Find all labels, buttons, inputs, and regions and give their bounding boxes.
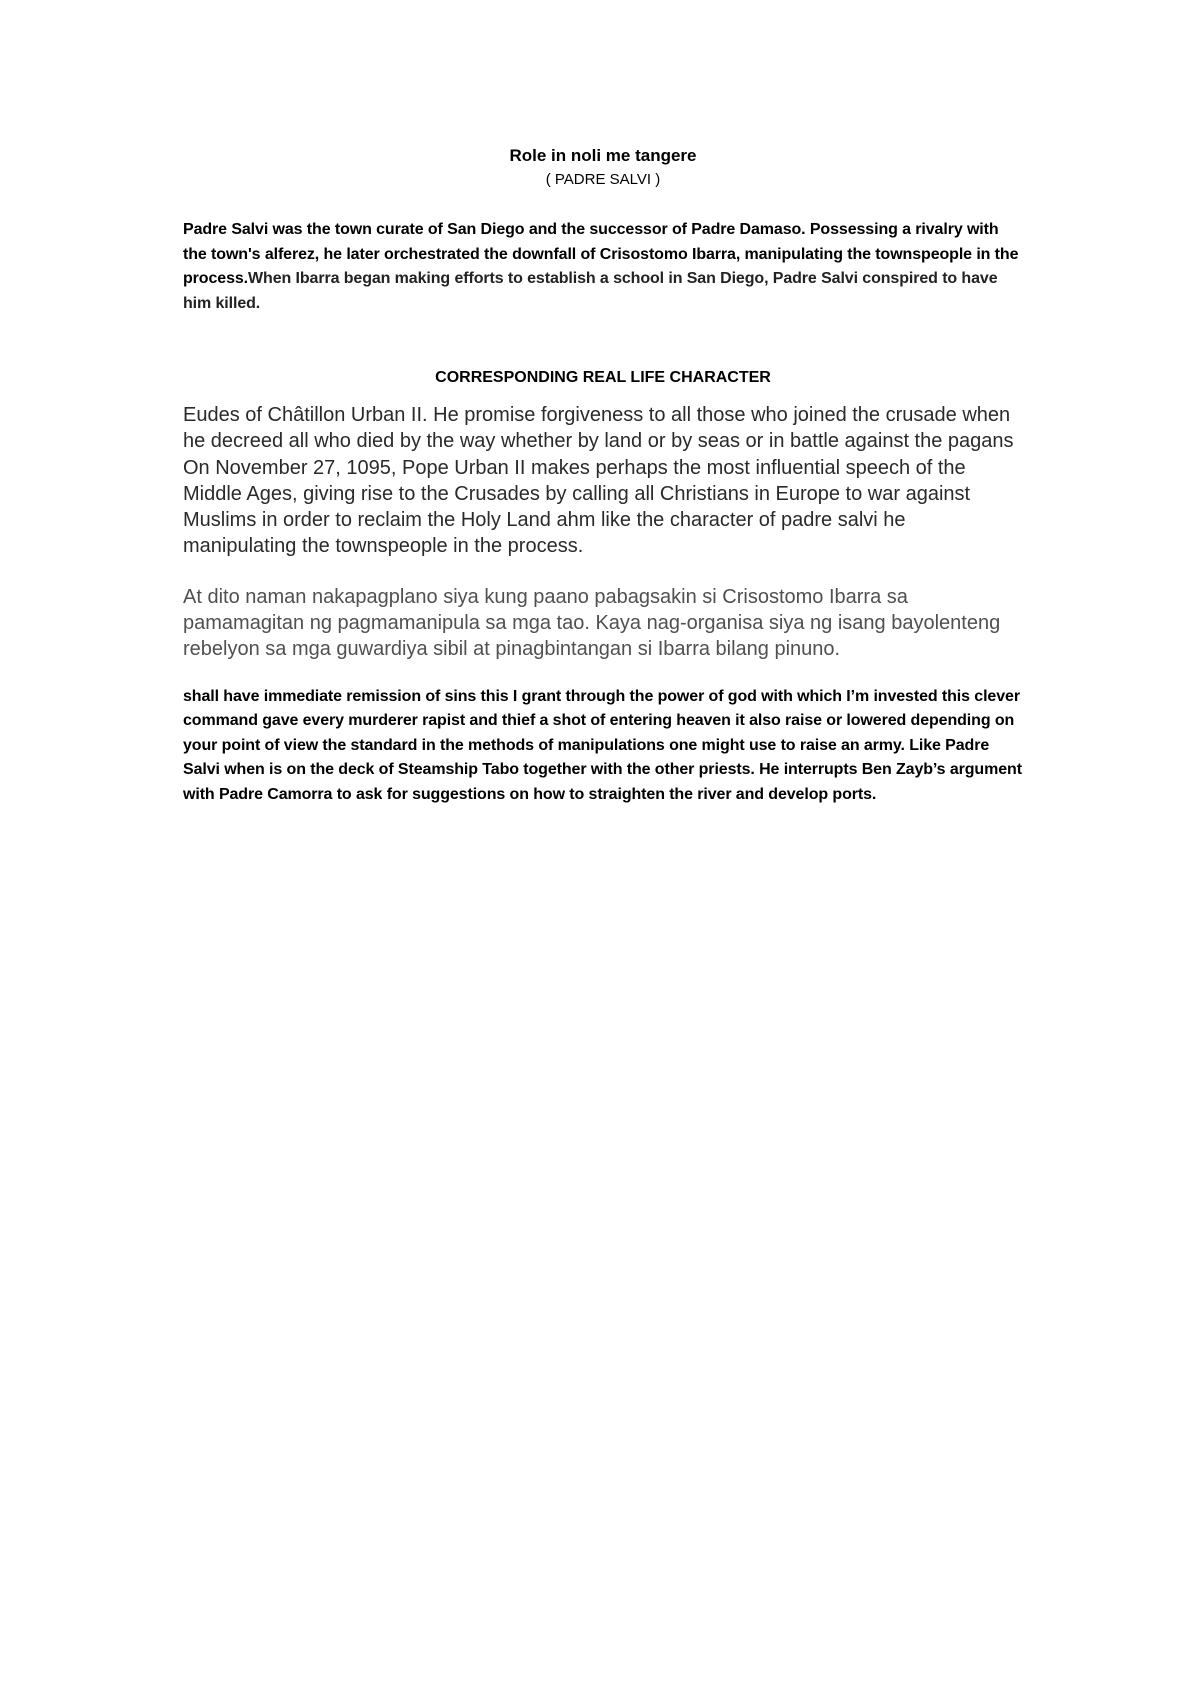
document-subtitle: ( PADRE SALVI ) (545, 171, 661, 188)
closing-paragraph: shall have immediate remission of sins this I grant through the power of god with which I’m invested this clever command gave every murderer rapist and thief a shot of entering heaven it also raise or lowered depending on your point of view the standard in the methods of manipulations one might use to raise an army. Like Padre Salvi when is on the deck of Steamship Tabo together with the other priests. He interrupts Ben Zayb’s argument with Padre Camorra to ask for suggestions on how to straighten the river and develop ports. (183, 687, 1022, 803)
section-heading: CORRESPONDING REAL LIFE CHARACTER (435, 369, 771, 386)
tagalog-paragraph: At dito naman nakapagplano siya kung paano pabagsakin si Crisostomo Ibarra sa pamamagitan ng pagmamanipula sa mga tao. Kaya nag-organisa siya ng isang bayolenteng rebelyon sa mga guwardiya sibil at pinagbintangan si Ibarra bilang pinuno. (183, 585, 1001, 661)
real-life-paragraph-2: On November 27, 1095, Pope Urban II makes perhaps the most influential speech of the Middle Ages, giving rise to the Crusades by calling all Christians in Europe to war against Muslims in order to reclaim the Holy Land ahm like the character of padre salvi he manipulating the townspeople in the process. (183, 456, 971, 558)
real-life-paragraph-1: Eudes of Châtillon Urban II. He promise forgiveness to all those who joined the crusade when he decreed all who died by the way whether by land or by seas or in battle against the pagans (183, 404, 1014, 453)
document-title: Role in noli me tangere (509, 146, 697, 165)
document-body (183, 140, 1023, 807)
intro-text-part2: When Ibarra began making efforts to establish a school in San Diego, Padre Salvi conspired to have him killed. (183, 270, 998, 312)
intro-paragraph (183, 218, 1023, 316)
intro-text-part1: Padre Salvi was the town curate of San Diego and the successor of Padre Damaso. Possessing a rivalry with the town's alferez, he later orchestrated the downfall of Crisostomo Ibarra, manipulating the townspeople in the process. (183, 221, 1019, 287)
